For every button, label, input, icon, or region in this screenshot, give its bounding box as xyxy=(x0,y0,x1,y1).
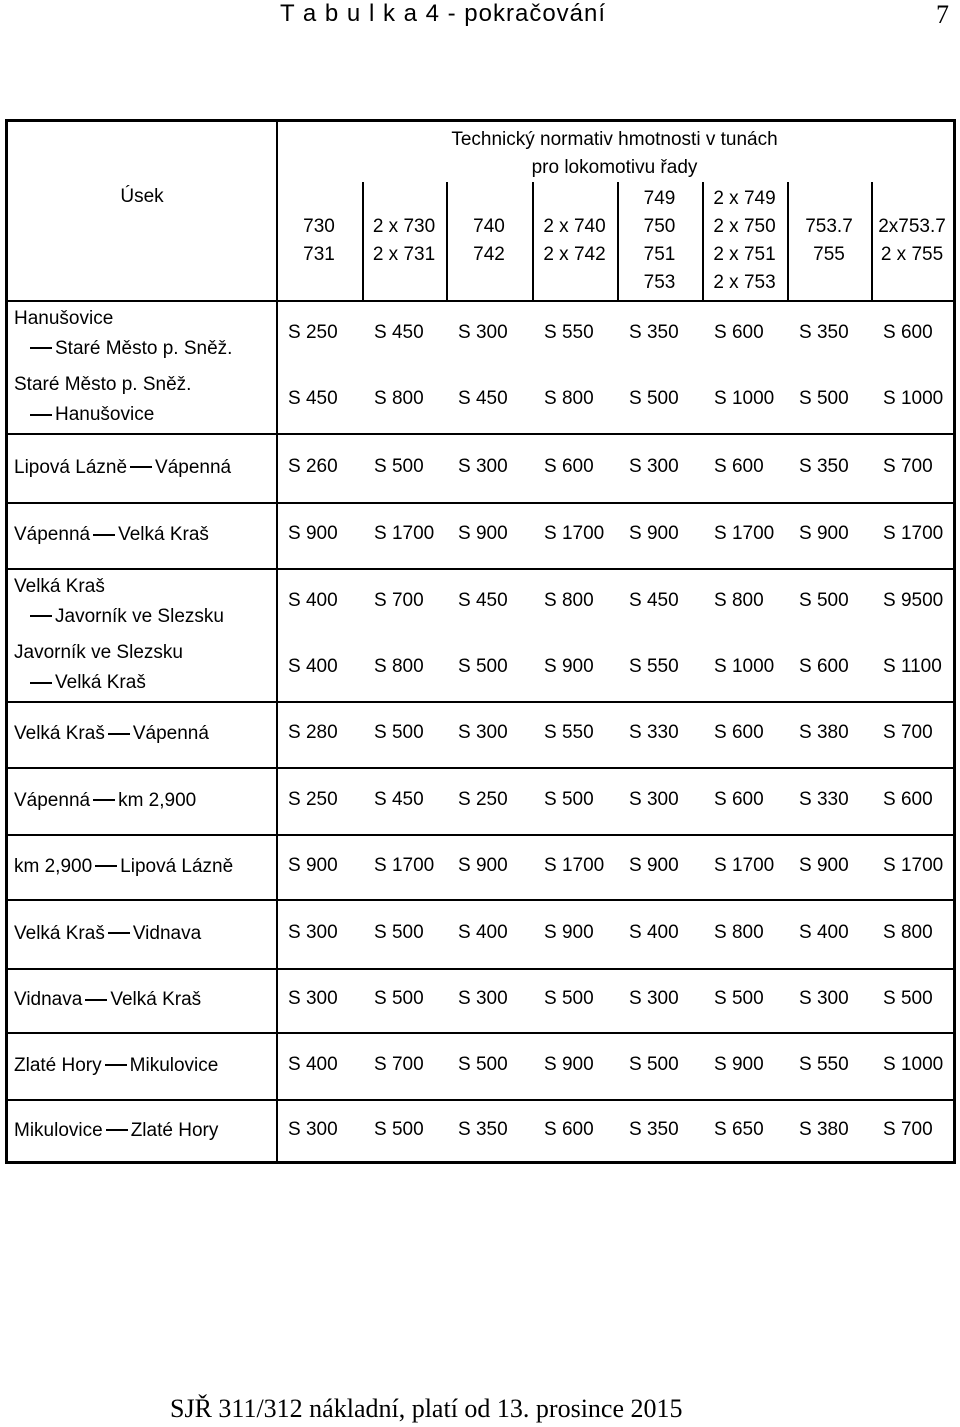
norm-value-cell: S 330 xyxy=(799,788,849,810)
section-to-line xyxy=(14,668,276,698)
norm-value-cell: S 300 xyxy=(629,455,679,477)
loco-series-label: 2 x 753 xyxy=(713,272,776,293)
norm-value-cell: S 1000 xyxy=(714,656,775,677)
norm-value-cell: S 350 xyxy=(629,321,679,343)
loco-series-label: 2 x 750 xyxy=(713,216,776,237)
section-label xyxy=(14,520,276,550)
dash-mark xyxy=(93,534,115,536)
norm-value-cell: S 450 xyxy=(374,321,424,343)
grid-line xyxy=(276,122,278,1162)
grid-line xyxy=(8,968,953,970)
loco-series-label: 753.7 xyxy=(805,216,853,237)
section-line xyxy=(14,1051,276,1081)
norm-value-cell: S 700 xyxy=(883,455,933,477)
norm-value-cell: S 300 xyxy=(288,1118,338,1140)
section-header xyxy=(8,122,276,300)
grid-line xyxy=(446,182,448,300)
norm-value-cell: S 1700 xyxy=(883,854,944,876)
norm-value-cell: S 600 xyxy=(714,788,764,810)
section-label xyxy=(14,1051,276,1081)
norm-value-cell: S 1100 xyxy=(883,656,942,677)
norm-value-cell: S 900 xyxy=(629,854,679,876)
dash-mark xyxy=(85,999,107,1001)
grid-line xyxy=(362,182,364,300)
norm-value-cell: S 800 xyxy=(883,921,933,943)
norm-header-line2: pro lokomotivu řady xyxy=(531,157,698,178)
norm-value-cell: S 450 xyxy=(629,589,679,611)
norm-value-cell: S 300 xyxy=(629,788,679,810)
norm-value-cell: S 300 xyxy=(458,455,508,477)
norm-value-cell: S 400 xyxy=(799,921,849,943)
norm-value-cell: S 550 xyxy=(544,321,594,343)
section-label xyxy=(14,572,276,632)
section-to: Hanušovice xyxy=(55,404,155,425)
section-from: Javorník ve Slezsku xyxy=(14,642,183,663)
section-line xyxy=(14,1116,276,1146)
loco-series-label: 2 x 742 xyxy=(543,244,606,265)
norm-value-cell: S 500 xyxy=(799,589,849,611)
grid-line xyxy=(8,767,953,769)
norm-value-cell: S 600 xyxy=(544,455,594,477)
section-to: Staré Město p. Sněž. xyxy=(55,337,233,359)
norm-value-cell: S 380 xyxy=(799,722,849,743)
section-from: Hanušovice xyxy=(14,307,114,329)
norm-value-cell: S 400 xyxy=(288,589,338,611)
loco-series-label: 2 x 755 xyxy=(880,244,944,265)
norm-value-cell: S 800 xyxy=(374,656,424,677)
norm-value-cell: S 350 xyxy=(799,455,849,477)
norm-value-cell: S 280 xyxy=(288,722,338,743)
norm-value-cell: S 380 xyxy=(799,1118,849,1140)
norm-value-cell: S 400 xyxy=(288,656,338,677)
norm-value-cell: S 1000 xyxy=(714,388,775,409)
norm-value-cell: S 450 xyxy=(458,589,508,611)
section-to: Vápenná xyxy=(155,456,232,478)
norm-value-cell: S 400 xyxy=(458,921,508,943)
section-from: Vápenná xyxy=(14,789,91,811)
norm-value-cell: S 900 xyxy=(799,523,849,544)
grid-line xyxy=(8,1032,953,1034)
norm-value-cell: S 500 xyxy=(883,988,933,1009)
loco-series-label: 2 x 731 xyxy=(372,244,436,265)
norm-value-cell: S 450 xyxy=(288,388,338,409)
norm-value-cell: S 350 xyxy=(799,321,849,343)
section-from: Lipová Lázně xyxy=(14,456,128,478)
norm-value-cell: S 500 xyxy=(629,388,679,409)
norm-value-cell: S 1700 xyxy=(714,523,775,544)
section-line xyxy=(14,786,276,816)
section-from: Zlaté Hory xyxy=(14,1054,102,1076)
section-to: Vápenná xyxy=(132,723,209,744)
norm-value-cell: S 900 xyxy=(544,1053,594,1075)
loco-column-header xyxy=(702,185,787,297)
norm-value-cell: S 550 xyxy=(629,656,679,677)
norm-value-cell: S 9500 xyxy=(883,589,944,611)
dash-mark xyxy=(95,865,117,867)
grid-line xyxy=(787,182,789,300)
dash-mark xyxy=(93,799,115,801)
section-label xyxy=(14,919,276,949)
section-to: Vidnava xyxy=(132,922,202,944)
norm-value-cell: S 800 xyxy=(714,589,764,611)
norm-value-cell: S 500 xyxy=(458,656,508,677)
grid-line xyxy=(8,834,953,836)
section-to: Velká Kraš xyxy=(110,989,202,1010)
section-label xyxy=(14,1116,276,1146)
norm-value-cell: S 260 xyxy=(288,455,338,477)
dash-mark xyxy=(108,733,130,735)
norm-value-cell: S 1700 xyxy=(883,523,944,544)
grid-line xyxy=(8,502,953,504)
section-line xyxy=(14,919,276,949)
section-line xyxy=(14,520,276,550)
norm-header-line1: Technický normativ hmotnosti v tunách xyxy=(451,129,778,150)
section-label xyxy=(14,453,276,483)
norm-value-cell: S 700 xyxy=(374,1053,424,1075)
section-from: Velká Kraš xyxy=(14,922,105,944)
norm-value-cell: S 250 xyxy=(458,788,508,810)
norm-value-cell: S 700 xyxy=(883,1118,933,1140)
section-from: Vidnava xyxy=(14,989,83,1010)
norm-value-cell: S 700 xyxy=(374,589,424,611)
section-header-label: Úsek xyxy=(120,186,164,207)
section-to: Velká Kraš xyxy=(55,672,146,693)
loco-series-label: 740 xyxy=(473,216,505,237)
loco-series-label: 742 xyxy=(473,244,505,265)
norm-value-cell: S 1700 xyxy=(374,854,435,876)
dash-mark xyxy=(105,1064,127,1066)
loco-series-label: 753 xyxy=(643,272,676,293)
section-to-line xyxy=(14,334,276,364)
norm-value-cell: S 300 xyxy=(458,321,508,343)
norm-value-cell: S 300 xyxy=(458,988,508,1009)
norm-value-cell: S 500 xyxy=(544,988,594,1009)
norm-value-cell: S 900 xyxy=(458,854,508,876)
loco-series-label: 2 x 751 xyxy=(713,244,776,265)
page-number: 7 xyxy=(936,0,949,29)
section-to: km 2,900 xyxy=(118,789,197,811)
section-line xyxy=(14,453,276,483)
section-from: Vápenná xyxy=(14,524,91,545)
norm-value-cell: S 900 xyxy=(799,854,849,876)
section-label xyxy=(14,719,276,749)
norm-value-cell: S 900 xyxy=(544,921,594,943)
norm-value-cell: S 500 xyxy=(629,1053,679,1075)
grid-line xyxy=(8,300,953,302)
section-from: Velká Kraš xyxy=(14,723,105,744)
norm-value-cell: S 250 xyxy=(288,321,338,343)
dash-mark xyxy=(130,466,152,468)
norm-value-cell: S 900 xyxy=(714,1053,764,1075)
section-label xyxy=(14,985,276,1015)
section-from: km 2,900 xyxy=(14,855,93,877)
grid-line xyxy=(8,701,953,703)
norm-value-cell: S 500 xyxy=(458,1053,508,1075)
norm-value-cell: S 330 xyxy=(629,722,679,743)
loco-column-header xyxy=(871,213,953,269)
dash-mark xyxy=(30,615,52,617)
norm-value-cell: S 300 xyxy=(288,988,338,1009)
section-from: Staré Město p. Sněž. xyxy=(14,374,192,395)
norm-value-cell: S 1700 xyxy=(714,854,775,876)
norm-value-cell: S 1700 xyxy=(544,854,605,876)
loco-series-label: 2 x 730 xyxy=(372,216,436,237)
footer-text: SJŘ 311/312 nákladní, platí od 13. prosince 2015 xyxy=(170,1394,683,1423)
dash-mark xyxy=(108,932,130,934)
grid-line xyxy=(702,182,704,300)
loco-series-label: 730 xyxy=(303,216,335,237)
norm-value-cell: S 500 xyxy=(544,788,594,810)
norm-header xyxy=(276,126,953,182)
norm-value-cell: S 600 xyxy=(883,788,933,810)
section-label xyxy=(14,638,276,698)
dash-mark xyxy=(30,414,52,416)
grid-line xyxy=(8,899,953,901)
norm-value-cell: S 550 xyxy=(544,722,594,743)
section-line xyxy=(14,719,276,749)
section-from: Mikulovice xyxy=(14,1119,103,1141)
norm-value-cell: S 1000 xyxy=(883,388,944,409)
grid-line xyxy=(8,1099,953,1101)
norm-value-cell: S 500 xyxy=(374,455,424,477)
section-from: Velká Kraš xyxy=(14,575,105,597)
norm-value-cell: S 800 xyxy=(544,589,594,611)
norm-value-cell: S 500 xyxy=(374,921,424,943)
grid-line xyxy=(532,182,534,300)
norm-value-cell: S 900 xyxy=(288,854,338,876)
loco-series-label: 2 x 749 xyxy=(713,188,776,209)
section-to-line xyxy=(14,400,276,430)
loco-column-header xyxy=(362,213,446,269)
dash-mark xyxy=(30,682,52,684)
norm-value-cell: S 900 xyxy=(544,656,594,677)
section-line xyxy=(14,985,276,1015)
norm-value-cell: S 300 xyxy=(629,988,679,1009)
norm-value-cell: S 600 xyxy=(714,722,764,743)
loco-column-header xyxy=(276,213,362,269)
section-label xyxy=(14,786,276,816)
loco-column-header xyxy=(532,213,617,269)
norm-value-cell: S 400 xyxy=(288,1053,338,1075)
grid-line xyxy=(8,433,953,435)
loco-series-label: 750 xyxy=(643,216,676,237)
dash-mark xyxy=(30,347,52,349)
loco-series-label: 755 xyxy=(813,244,845,265)
section-to: Javorník ve Slezsku xyxy=(55,605,224,627)
norm-value-cell: S 300 xyxy=(288,921,338,943)
norm-value-cell: S 600 xyxy=(799,656,849,677)
loco-series-label: 751 xyxy=(643,244,676,265)
section-to-line xyxy=(14,602,276,632)
norm-value-cell: S 600 xyxy=(544,1118,594,1140)
norm-value-cell: S 250 xyxy=(288,788,338,810)
norm-value-cell: S 450 xyxy=(458,388,508,409)
section-to: Velká Kraš xyxy=(118,524,209,545)
norm-value-cell: S 800 xyxy=(714,921,764,943)
norm-value-cell: S 450 xyxy=(374,788,424,810)
page-title: T a b u l k a 4 - pokračování xyxy=(280,0,607,27)
norm-value-cell: S 900 xyxy=(288,523,338,544)
grid-line xyxy=(617,182,619,300)
norm-value-cell: S 600 xyxy=(883,321,933,343)
loco-series-label: 731 xyxy=(303,244,335,265)
norm-value-cell: S 900 xyxy=(458,523,508,544)
norm-value-cell: S 500 xyxy=(374,722,424,743)
norm-value-cell: S 700 xyxy=(883,722,933,743)
section-to: Zlaté Hory xyxy=(130,1119,219,1141)
norm-value-cell: S 650 xyxy=(714,1118,764,1140)
dash-mark xyxy=(106,1129,128,1131)
norm-value-cell: S 600 xyxy=(714,455,764,477)
section-label xyxy=(14,852,276,882)
section-label xyxy=(14,370,276,430)
norm-value-cell: S 800 xyxy=(544,388,594,409)
norm-value-cell: S 500 xyxy=(374,988,424,1009)
section-line xyxy=(14,852,276,882)
norm-value-cell: S 900 xyxy=(629,523,679,544)
grid-line xyxy=(8,568,953,570)
norm-value-cell: S 600 xyxy=(714,321,764,343)
norm-value-cell: S 350 xyxy=(458,1118,508,1140)
norm-value-cell: S 300 xyxy=(458,722,508,743)
grid-line xyxy=(871,182,873,300)
loco-column-header xyxy=(787,213,871,269)
section-to: Mikulovice xyxy=(129,1054,219,1076)
loco-column-header xyxy=(617,185,702,297)
norm-value-cell: S 1000 xyxy=(883,1053,944,1075)
norm-value-cell: S 500 xyxy=(374,1118,424,1140)
loco-series-label: 2x753.7 xyxy=(878,216,946,237)
norm-value-cell: S 500 xyxy=(714,988,764,1009)
loco-column-header xyxy=(446,213,532,269)
section-to: Lipová Lázně xyxy=(120,855,234,877)
norm-value-cell: S 300 xyxy=(799,988,849,1009)
loco-series-label: 2 x 740 xyxy=(543,216,606,237)
norm-value-cell: S 500 xyxy=(799,388,849,409)
section-label xyxy=(14,304,276,364)
norm-value-cell: S 1700 xyxy=(374,523,435,544)
norm-value-cell: S 800 xyxy=(374,388,424,409)
norm-value-cell: S 350 xyxy=(629,1118,679,1140)
norm-table xyxy=(5,119,956,1164)
norm-value-cell: S 400 xyxy=(629,921,679,943)
norm-value-cell: S 1700 xyxy=(544,523,605,544)
norm-value-cell: S 550 xyxy=(799,1053,849,1075)
loco-series-label: 749 xyxy=(643,188,676,209)
